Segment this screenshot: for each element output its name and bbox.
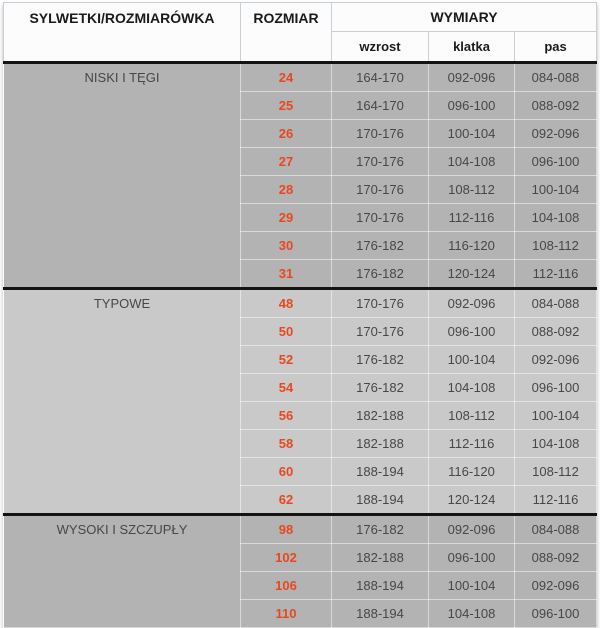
size-cell: 27 bbox=[241, 148, 332, 176]
chest-cell: 096-100 bbox=[429, 92, 515, 120]
waist-cell: 088-092 bbox=[515, 318, 597, 346]
column-header-size: ROZMIAR bbox=[241, 3, 332, 63]
size-cell: 30 bbox=[241, 232, 332, 260]
height-cell: 170-176 bbox=[332, 204, 429, 232]
waist-cell: 084-088 bbox=[515, 289, 597, 318]
height-cell: 164-170 bbox=[332, 92, 429, 120]
table-row bbox=[4, 289, 597, 318]
section-label: NISKI I TĘGI bbox=[4, 63, 241, 289]
waist-cell: 104-108 bbox=[515, 430, 597, 458]
chest-cell: 100-104 bbox=[429, 346, 515, 374]
size-cell: 31 bbox=[241, 260, 332, 289]
height-cell: 176-182 bbox=[332, 515, 429, 544]
waist-cell: 088-092 bbox=[515, 544, 597, 572]
waist-cell: 084-088 bbox=[515, 63, 597, 92]
column-group-header-dimensions: WYMIARY bbox=[332, 3, 597, 32]
chest-cell: 092-096 bbox=[429, 515, 515, 544]
size-chart-table bbox=[3, 2, 597, 628]
height-cell: 176-182 bbox=[332, 260, 429, 289]
height-cell: 170-176 bbox=[332, 289, 429, 318]
size-cell: 54 bbox=[241, 374, 332, 402]
column-header-waist: pas bbox=[515, 32, 597, 63]
waist-cell: 108-112 bbox=[515, 458, 597, 486]
chest-cell: 120-124 bbox=[429, 260, 515, 289]
chest-cell: 092-096 bbox=[429, 63, 515, 92]
waist-cell: 112-116 bbox=[515, 260, 597, 289]
height-cell: 182-188 bbox=[332, 402, 429, 430]
waist-cell: 092-096 bbox=[515, 346, 597, 374]
height-cell: 176-182 bbox=[332, 346, 429, 374]
chest-cell: 112-116 bbox=[429, 430, 515, 458]
chest-cell: 116-120 bbox=[429, 232, 515, 260]
waist-cell: 088-092 bbox=[515, 92, 597, 120]
chest-cell: 092-096 bbox=[429, 289, 515, 318]
chest-cell: 104-108 bbox=[429, 148, 515, 176]
waist-cell: 100-104 bbox=[515, 176, 597, 204]
chest-cell: 100-104 bbox=[429, 572, 515, 600]
section-label: WYSOKI I SZCZUPŁY bbox=[4, 515, 241, 628]
height-cell: 170-176 bbox=[332, 318, 429, 346]
table-header bbox=[4, 3, 597, 63]
size-cell: 58 bbox=[241, 430, 332, 458]
size-cell: 52 bbox=[241, 346, 332, 374]
chest-cell: 104-108 bbox=[429, 374, 515, 402]
column-header-silhouettes: SYLWETKI/ROZMIARÓWKA bbox=[4, 3, 241, 63]
size-cell: 29 bbox=[241, 204, 332, 232]
size-cell: 106 bbox=[241, 572, 332, 600]
table-row bbox=[4, 63, 597, 92]
height-cell: 182-188 bbox=[332, 430, 429, 458]
waist-cell: 112-116 bbox=[515, 486, 597, 515]
size-cell: 110 bbox=[241, 600, 332, 628]
waist-cell: 092-096 bbox=[515, 572, 597, 600]
size-cell: 50 bbox=[241, 318, 332, 346]
height-cell: 170-176 bbox=[332, 176, 429, 204]
size-cell: 48 bbox=[241, 289, 332, 318]
height-cell: 188-194 bbox=[332, 486, 429, 515]
section-label: TYPOWE bbox=[4, 289, 241, 515]
chest-cell: 112-116 bbox=[429, 204, 515, 232]
size-cell: 56 bbox=[241, 402, 332, 430]
waist-cell: 104-108 bbox=[515, 204, 597, 232]
waist-cell: 084-088 bbox=[515, 515, 597, 544]
height-cell: 164-170 bbox=[332, 63, 429, 92]
height-cell: 188-194 bbox=[332, 600, 429, 628]
height-cell: 182-188 bbox=[332, 544, 429, 572]
waist-cell: 096-100 bbox=[515, 600, 597, 628]
size-cell: 62 bbox=[241, 486, 332, 515]
size-chart-page bbox=[0, 2, 600, 621]
size-cell: 102 bbox=[241, 544, 332, 572]
size-cell: 26 bbox=[241, 120, 332, 148]
column-header-height: wzrost bbox=[332, 32, 429, 63]
size-cell: 28 bbox=[241, 176, 332, 204]
waist-cell: 096-100 bbox=[515, 148, 597, 176]
chest-cell: 108-112 bbox=[429, 402, 515, 430]
size-cell: 24 bbox=[241, 63, 332, 92]
waist-cell: 096-100 bbox=[515, 374, 597, 402]
size-table-body bbox=[4, 63, 597, 628]
chest-cell: 116-120 bbox=[429, 458, 515, 486]
size-cell: 98 bbox=[241, 515, 332, 544]
column-header-chest: klatka bbox=[429, 32, 515, 63]
chest-cell: 104-108 bbox=[429, 600, 515, 628]
height-cell: 188-194 bbox=[332, 458, 429, 486]
size-cell: 60 bbox=[241, 458, 332, 486]
chest-cell: 120-124 bbox=[429, 486, 515, 515]
chest-cell: 108-112 bbox=[429, 176, 515, 204]
height-cell: 188-194 bbox=[332, 572, 429, 600]
chest-cell: 100-104 bbox=[429, 120, 515, 148]
height-cell: 176-182 bbox=[332, 232, 429, 260]
height-cell: 176-182 bbox=[332, 374, 429, 402]
height-cell: 170-176 bbox=[332, 120, 429, 148]
table-row bbox=[4, 515, 597, 544]
waist-cell: 100-104 bbox=[515, 402, 597, 430]
height-cell: 170-176 bbox=[332, 148, 429, 176]
chest-cell: 096-100 bbox=[429, 544, 515, 572]
chest-cell: 096-100 bbox=[429, 318, 515, 346]
waist-cell: 108-112 bbox=[515, 232, 597, 260]
size-cell: 25 bbox=[241, 92, 332, 120]
waist-cell: 092-096 bbox=[515, 120, 597, 148]
